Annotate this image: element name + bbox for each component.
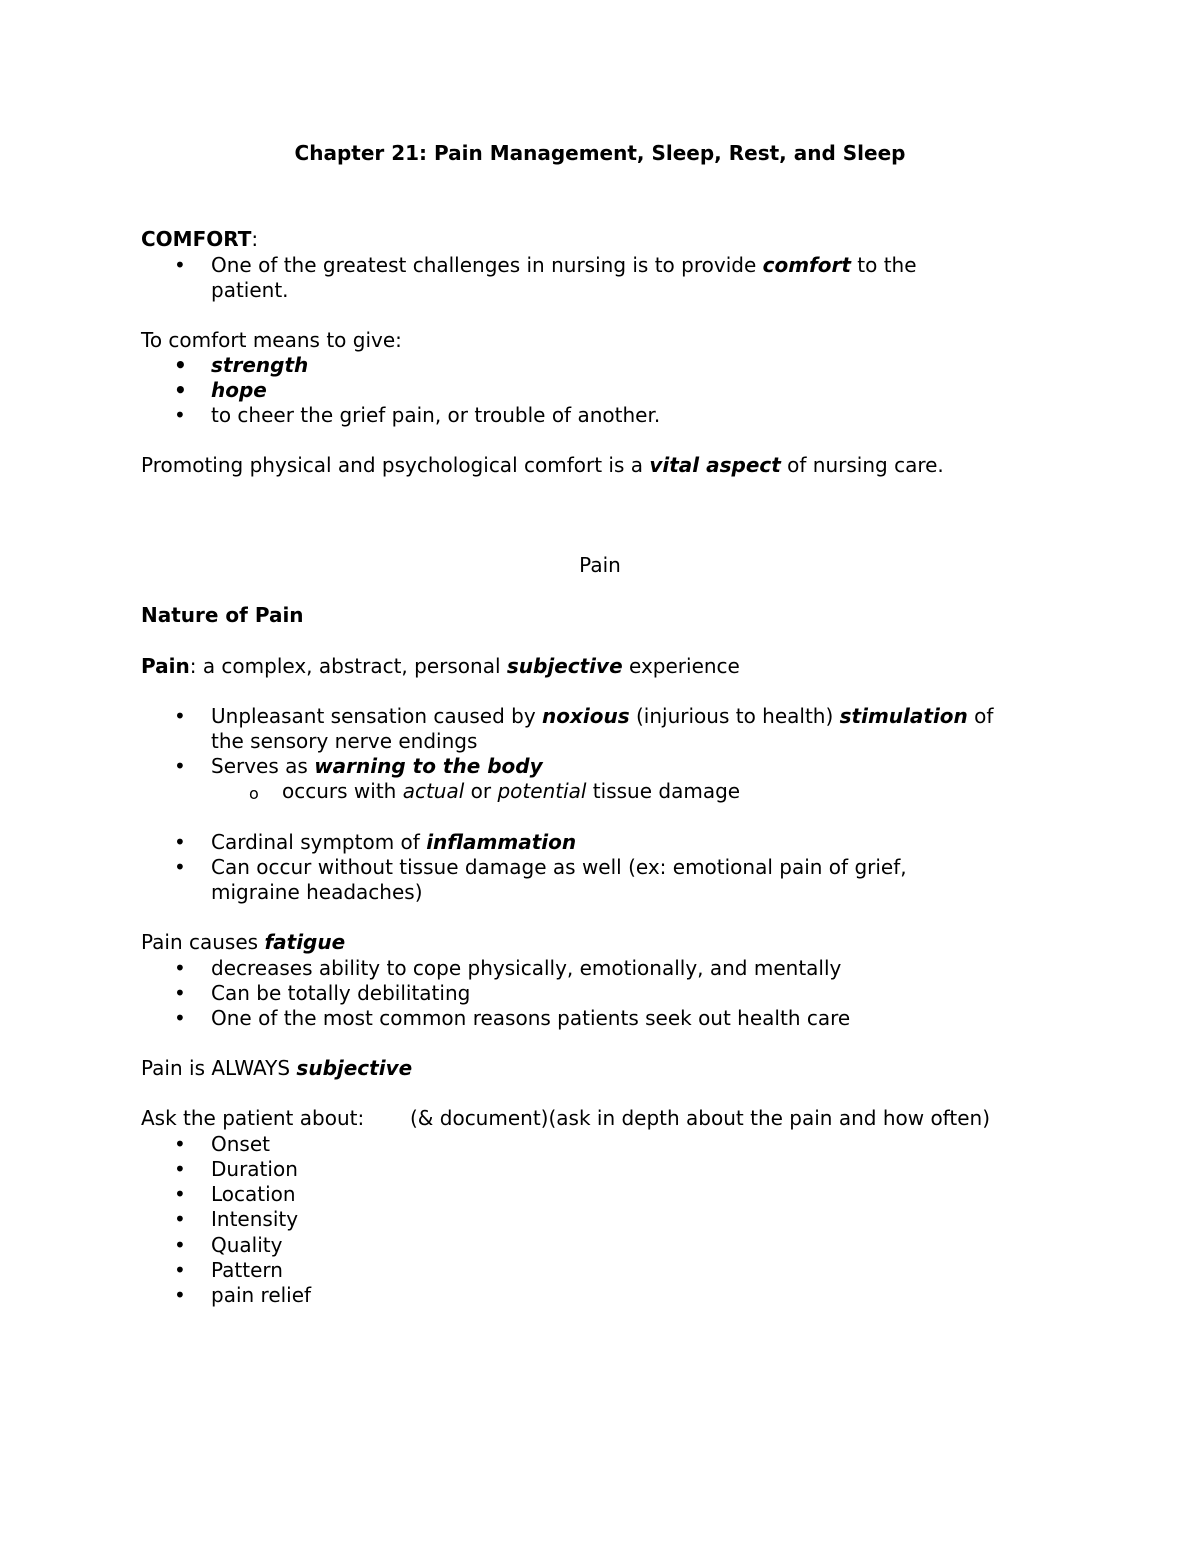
bullet-icon: • [174,754,186,778]
list-item: Can occur without tissue damage as well (ex: emotional pain of grief, [211,855,907,879]
comfort-bullet: One of the greatest challenges in nursing is to provide comfort to the [211,253,917,277]
list-item: Intensity [211,1207,299,1231]
bullet-icon: • [174,378,187,402]
bullet-icon: • [174,353,187,377]
bullet-icon: • [174,253,186,277]
ask-intro: Ask the patient about: [141,1106,365,1130]
list-item: Can be totally debilitating [211,981,471,1005]
list-item-cont: the sensory nerve endings [211,729,478,753]
fatigue-intro: Pain causes fatigue [141,930,346,954]
bullet-icon: • [174,1132,186,1156]
list-item: hope [211,378,267,402]
bullet-icon: • [174,1182,186,1206]
bullet-icon: • [174,1258,186,1282]
bullet-icon: • [174,704,186,728]
sub-list-item: occurs with actual or potential tissue damage [282,779,741,803]
bullet-icon: • [174,1233,186,1257]
list-item-cont: migraine headaches) [211,880,423,904]
section-heading-pain: Pain [579,553,621,577]
list-item: Location [211,1182,296,1206]
list-item: Unpleasant sensation caused by noxious (injurious to health) stimulation of [211,704,994,728]
list-item: strength [211,353,309,377]
bullet-icon: • [174,403,186,427]
promoting-paragraph: Promoting physical and psychological comfort is a vital aspect of nursing care. [141,453,944,477]
pain-definition: Pain: a complex, abstract, personal subjective experience [141,654,740,678]
list-item: Serves as warning to the body [211,754,543,778]
list-item: to cheer the grief pain, or trouble of another. [211,403,661,427]
bullet-icon: • [174,855,186,879]
bullet-icon: • [174,1157,186,1181]
subjective-paragraph: Pain is ALWAYS subjective [141,1056,413,1080]
list-item: Pattern [211,1258,283,1282]
bullet-icon: • [174,1006,186,1030]
sub-bullet-icon: o [249,784,259,803]
list-item: pain relief [211,1283,312,1307]
list-item: Onset [211,1132,270,1156]
list-item: Duration [211,1157,298,1181]
comfort-means-intro: To comfort means to give: [141,328,402,352]
bullet-icon: • [174,981,186,1005]
comfort-heading: COMFORT: [141,227,259,251]
bullet-icon: • [174,956,186,980]
comfort-bullet-cont: patient. [211,278,289,302]
ask-note: (& document)(ask in depth about the pain and how often) [410,1106,990,1130]
list-item: Cardinal symptom of inflammation [211,830,577,854]
list-item: One of the most common reasons patients seek out health care [211,1006,851,1030]
bullet-icon: • [174,830,186,854]
list-item: decreases ability to cope physically, emotionally, and mentally [211,956,842,980]
page-title: Chapter 21: Pain Management, Sleep, Rest, and Sleep [294,141,906,165]
bullet-icon: • [174,1207,186,1231]
bullet-icon: • [174,1283,186,1307]
subheading-nature-of-pain: Nature of Pain [141,603,304,627]
list-item: Quality [211,1233,283,1257]
